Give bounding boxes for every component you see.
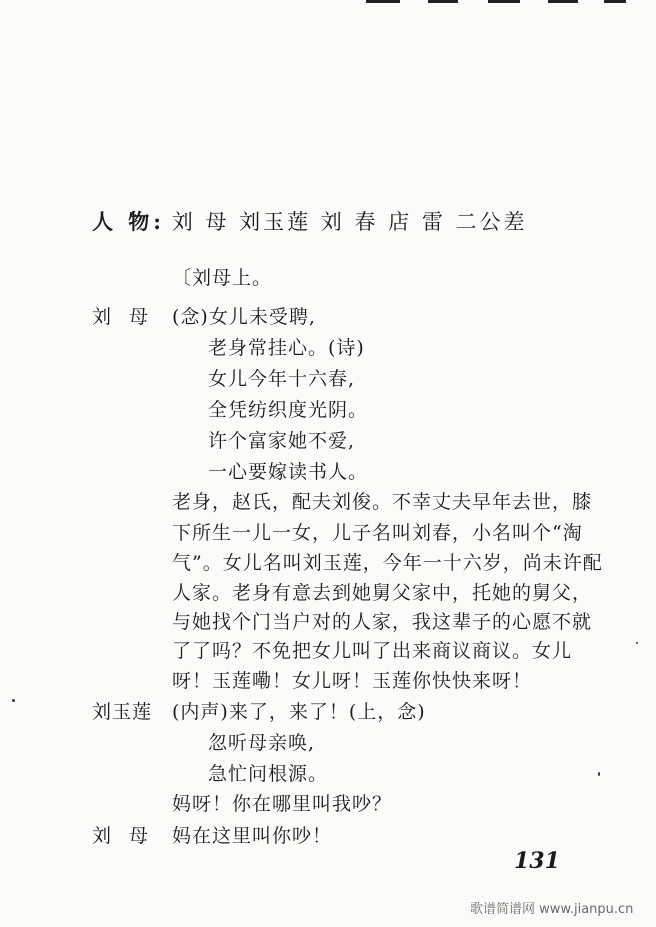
scan-speck — [636, 642, 638, 644]
prose-line: 与她找个门当户对的人家，我这辈子的心愿不就 — [172, 611, 593, 633]
verse-line: 老身常挂心。(诗) — [208, 337, 365, 359]
speaker-name: 刘 母 — [92, 825, 155, 847]
dialogue-line: 妈呀！你在哪里叫我吵？ — [172, 793, 393, 815]
prose-line: 了了吗？不免把女儿叫了出来商议商议。女儿 — [172, 640, 573, 662]
verse-line: 一心要嫁读书人。 — [208, 461, 369, 483]
scan-speck — [12, 699, 15, 702]
top-rule — [428, 0, 458, 3]
verse-line: 全凭纺织度光阴。 — [208, 399, 369, 421]
verse-line: 忽听母亲唤, — [208, 732, 316, 754]
stage-direction: 〔刘母上。 — [172, 267, 273, 289]
page-number: 131 — [514, 848, 560, 874]
prose-line: 老身，赵氏，配夫刘俊。不幸丈夫早年去世，膝 — [172, 491, 593, 513]
top-rule — [488, 0, 520, 3]
scan-speck — [598, 772, 600, 776]
prose-line: 人家。老身有意去到她舅父家中，托她的舅父， — [172, 582, 593, 604]
verse-line: 许个富家她不爱, — [208, 430, 356, 452]
cast-list — [92, 206, 528, 236]
dialogue-line: (内声)来了，来了！(上，念) — [172, 701, 426, 723]
verse-line: 急忙问根源。 — [208, 763, 329, 785]
top-rule — [366, 0, 400, 3]
prose-line: 下所生一儿一女，儿子名叫刘春，小名叫个“淘 — [172, 522, 583, 544]
prose-line: 呀！玉莲嘞！女儿呀！玉莲你快快来呀！ — [172, 670, 533, 692]
verse-line: 女儿今年十六春, — [208, 368, 356, 390]
cast-label: 人 物: — [92, 209, 166, 234]
dialogue-line: 妈在这里叫你吵！ — [172, 825, 333, 847]
cast-names: 刘 母 刘玉莲 刘 春 店 雷 二公差 — [171, 210, 528, 234]
speaker-name: 刘 母 — [92, 306, 155, 328]
watermark: 歌谱简谱网 www.jianpu.cn — [470, 902, 634, 917]
top-rule — [604, 0, 626, 3]
speaker-name: 刘玉莲 — [92, 701, 153, 723]
dialogue-line: (念)女儿未受聘, — [172, 306, 316, 328]
prose-line: 气”。女儿名叫刘玉莲，今年一十六岁，尚未许配 — [172, 552, 603, 574]
top-rule — [548, 0, 578, 3]
